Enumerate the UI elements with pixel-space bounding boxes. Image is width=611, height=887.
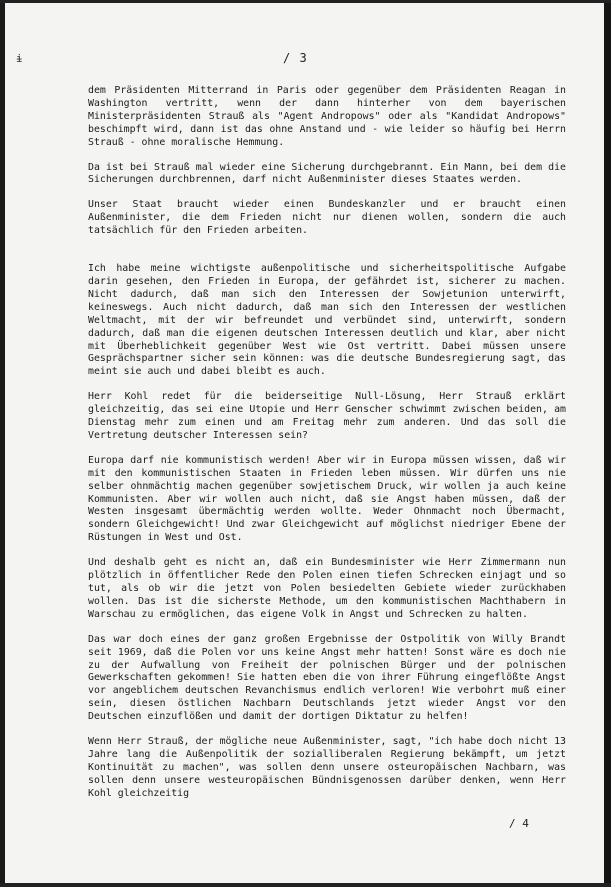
corner-mark: ɨ [16,52,23,65]
paragraph-4: Ich habe meine wichtigste außenpolitische und sicherheitspolitische Aufgabe darin gesehen, den Frieden in Europa, der gefährdet ist, sicherer zu machen. Nicht dadurch, daß man sich den Interessen der Sowjetunion unterwirft, keineswegs. Auch nicht dadurch, daß man sich den Interessen der westlichen Weltmacht, mit der wir befreundet und verbündet sind, unterwirft, sondern dadurch, daß man die eigenen deutschen Interessen deutlich und klar, aber nicht mit Überheblichkeit gegenüber West wie Ost vertritt. Dabei müssen unsere Gesprächspartner sicher sein können: was die deutsche Bundesregierung sagt, das meint sie auch und dabei bleibt es auch. [88,263,566,378]
scan-edge-bottom [0,883,611,887]
paragraph-2: Da ist bei Strauß mal wieder eine Sicherung durchgebrannt. Ein Mann, bei dem die Sicherungen durchbrennen, darf nicht Außenminister dieses Staates werden. [88,161,566,186]
scan-edge-top [0,0,611,3]
paragraph-8: Das war doch eines der ganz großen Ergebnisse der Ostpolitik von Willy Brandt seit 1969, daß die Polen vor uns keine Angst mehr hatten! Sonst wäre es doch nie zu der Aufwallung von Freiheit der polnischen Bürger und der polnischen Gewerkschaften gekommen! Sie hatten eben die von ihrer Führung eingeflößte Angst vor angeblichem deutschen Revanchismus endlich verloren! Wie verbohrt muß einer sein, diesen östlichen Nachbarn Deutschlands jetzt wieder Angst vor den Deutschen einzuflößen und damit der dortigen Diktatur zu helfen! [88,633,566,723]
paragraph-5: Herr Kohl redet für die beiderseitige Null-Lösung, Herr Strauß erklärt gleichzeitig, das sei eine Utopie und Herr Genscher schwimmt zwischen beiden, am Dienstag mehr zum einen und am Freitag mehr zum anderen. Und das soll die Vertretung deutscher Interessen sein? [88,391,566,441]
scan-edge-left [0,0,5,887]
page-number: / 3 [283,51,308,65]
paragraph-9: Wenn Herr Strauß, der mögliche neue Außenminister, sagt, "ich habe doch nicht 13 Jahre lang die Außenpolitik der sozialliberalen Regierung bekämpft, um jetzt Kontinuität zu machen", was sollen denn unsere osteuropäischen Nachbarn, was sollen denn unsere westeuropäischen Bündnisgenossen darüber denken, wenn Herr Kohl gleichzeitig [88,736,566,799]
paragraph-1: dem Präsidenten Mitterrand in Paris oder gegenüber dem Präsidenten Reagan in Washington vertritt, wenn der dann hinterher von dem bayerischen Ministerpräsidenten Strauß als "Agent Andropows" oder als "Kandidat Andropows" beschimpft wird, dann ist das ohne Anstand und - wie leider so häufig bei Herrn Strauß - ohne moralische Hemmung. [88,85,566,148]
paragraph-3: Unser Staat braucht wieder einen Bundeskanzler und er braucht einen Außenminister, die dem Frieden nicht nur dienen wollen, sondern die auch tatsächlich für den Frieden arbeiten. [88,199,566,237]
next-page-marker: / 4 [509,817,529,830]
paragraph-6: Europa darf nie kommunistisch werden! Aber wir in Europa müssen wissen, daß wir mit den kommunistischen Staaten in Frieden leben müssen. Wir dürfen uns nie selber ohnmächtig machen gegenüber sowjetischem Druck, wir wollen ja auch keine Kommunisten. Aber wir wollen auch nicht, daß sie Angst haben müssen, daß der Westen insgesamt übermächtig werden wollte. Weder Ohnmacht noch Übermacht, sondern Gleichgewicht! Und zwar Gleichgewicht auf möglichst niedriger Ebene der Rüstungen in West und Ost. [88,454,566,544]
paragraph-7: Und deshalb geht es nicht an, daß ein Bundesminister wie Herr Zimmermann nun plötzlich in öffentlicher Rede den Polen einen tiefen Schrecken einjagt und so tut, als ob wir die jetzt von Polen besiedelten Gebiete wieder zurückhaben wollen. Das ist die sicherste Methode, um den kommunistischen Machthabern in Warschau zu ermöglichen, das eigene Volk in Angst und Schrecken zu halten. [88,557,566,620]
page-body [88,85,566,813]
scan-edge-right [604,0,611,887]
